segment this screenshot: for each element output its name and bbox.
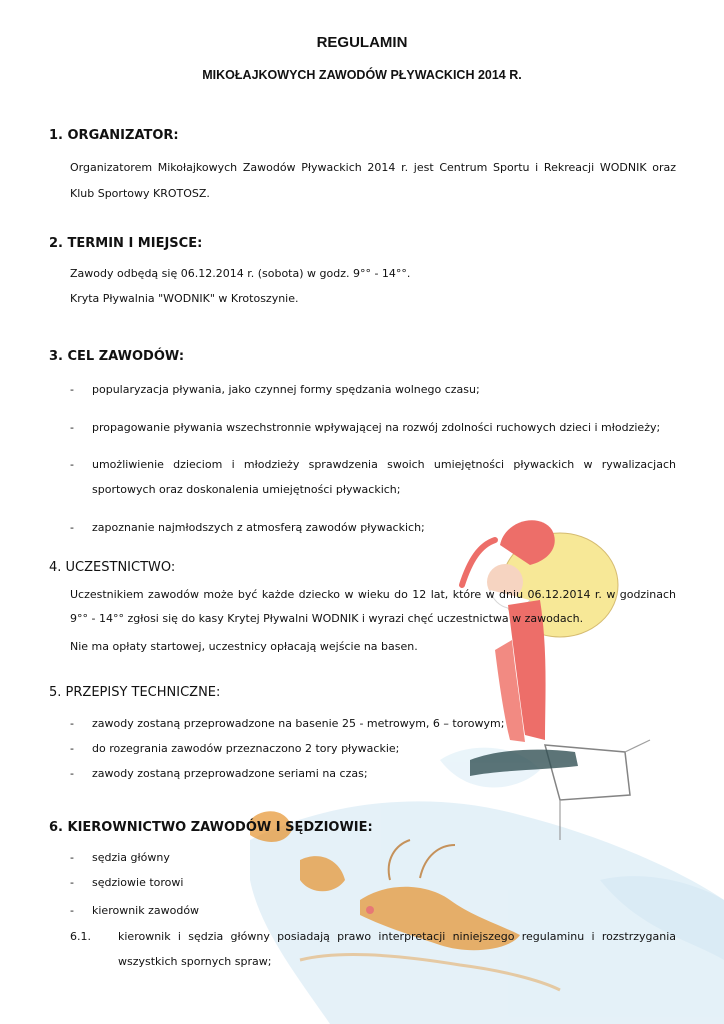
document-subtitle: MIKOŁAJKOWYCH ZAWODÓW PŁYWACKICH 2014 R. <box>202 68 522 82</box>
section-heading-goals: 3. CEL ZAWODÓW: <box>49 349 185 364</box>
list-item-text: popularyzacja pływania, jako czynnej formy spędzania wolnego czasu; <box>92 383 480 396</box>
list-item <box>70 736 676 761</box>
numbered-item-number: 6.1. <box>70 930 91 943</box>
list-item-text: zawody zostaną przeprowadzone seriami na czas; <box>92 767 368 780</box>
numbered-item-text: kierownik i sędzia główny posiadają prawo interpretacji niniejszego regulaminu i rozstrzygania wszystkich spornych spraw; <box>118 930 676 968</box>
list-item-text: zawody zostaną przeprowadzone na basenie 25 - metrowym, 6 – torowym; <box>92 717 505 730</box>
list-item-text: propagowanie pływania wszechstronnie wpływającej na rozwój zdolności ruchowych dzieci i młodzieży; <box>92 421 661 434</box>
bullet-dash: - <box>70 851 74 864</box>
participation-paragraph: Uczestnikiem zawodów może być każde dziecko w wieku do 12 lat, które w dniu 06.12.2014 r. w godzinach 9°° - 14°° zgłosi się do kasy Krytej Pływalni WODNIK i wyrazi chęć uczestnictwa w zawodach. <box>70 588 676 625</box>
section-heading-participation: 4. UCZESTNICTWO: <box>49 560 176 575</box>
date-paragraph: Zawody odbędą się 06.12.2014 r. (sobota) w godz. 9°° - 14°°. <box>70 267 411 280</box>
fee-paragraph: Nie ma opłaty startowej, uczestnicy opłacają wejście na basen. <box>70 640 418 653</box>
list-item <box>70 515 676 540</box>
bullet-dash: - <box>70 742 74 755</box>
list-item <box>70 870 676 895</box>
bullet-dash: - <box>70 383 74 396</box>
list-item <box>70 845 676 870</box>
place-paragraph: Kryta Pływalnia "WODNIK" w Krotoszynie. <box>70 292 299 305</box>
list-item <box>70 415 676 440</box>
organizer-paragraph: Organizatorem Mikołajkowych Zawodów Pływackich 2014 r. jest Centrum Sportu i Rekreacji WODNIK oraz Klub Sportowy KROTOSZ. <box>70 161 676 200</box>
list-item-text: umożliwienie dzieciom i młodzieży sprawdzenia swoich umiejętności pływackich w rywalizacjach sportowych oraz doskonalenia umiejętności pływackich; <box>92 458 676 496</box>
list-item <box>70 761 676 786</box>
list-item <box>70 452 676 502</box>
section-heading-organizer: 1. ORGANIZATOR: <box>49 128 179 143</box>
list-item-text: kierownik zawodów <box>92 904 200 917</box>
list-item <box>70 898 676 923</box>
list-item <box>70 711 676 736</box>
numbered-item <box>70 924 676 974</box>
document-title: REGULAMIN <box>316 34 408 51</box>
list-item-text: zapoznanie najmłodszych z atmosferą zawodów pływackich; <box>92 521 425 534</box>
section-heading-technical-rules: 5. PRZEPISY TECHNICZNE: <box>49 685 221 700</box>
bullet-dash: - <box>70 904 74 917</box>
bullet-dash: - <box>70 767 74 780</box>
section-heading-management-judges: 6. KIEROWNICTWO ZAWODÓW I SĘDZIOWIE: <box>49 820 373 835</box>
bullet-dash: - <box>70 458 74 471</box>
bullet-dash: - <box>70 521 74 534</box>
bullet-dash: - <box>70 717 74 730</box>
list-item-text: do rozegrania zawodów przeznaczono 2 tory pływackie; <box>92 742 400 755</box>
list-item-text: sędzia główny <box>92 851 170 864</box>
list-item-text: sędziowie torowi <box>92 876 184 889</box>
bullet-dash: - <box>70 421 74 434</box>
bullet-dash: - <box>70 876 74 889</box>
list-item <box>70 377 676 402</box>
section-heading-date-place: 2. TERMIN I MIEJSCE: <box>49 236 203 251</box>
